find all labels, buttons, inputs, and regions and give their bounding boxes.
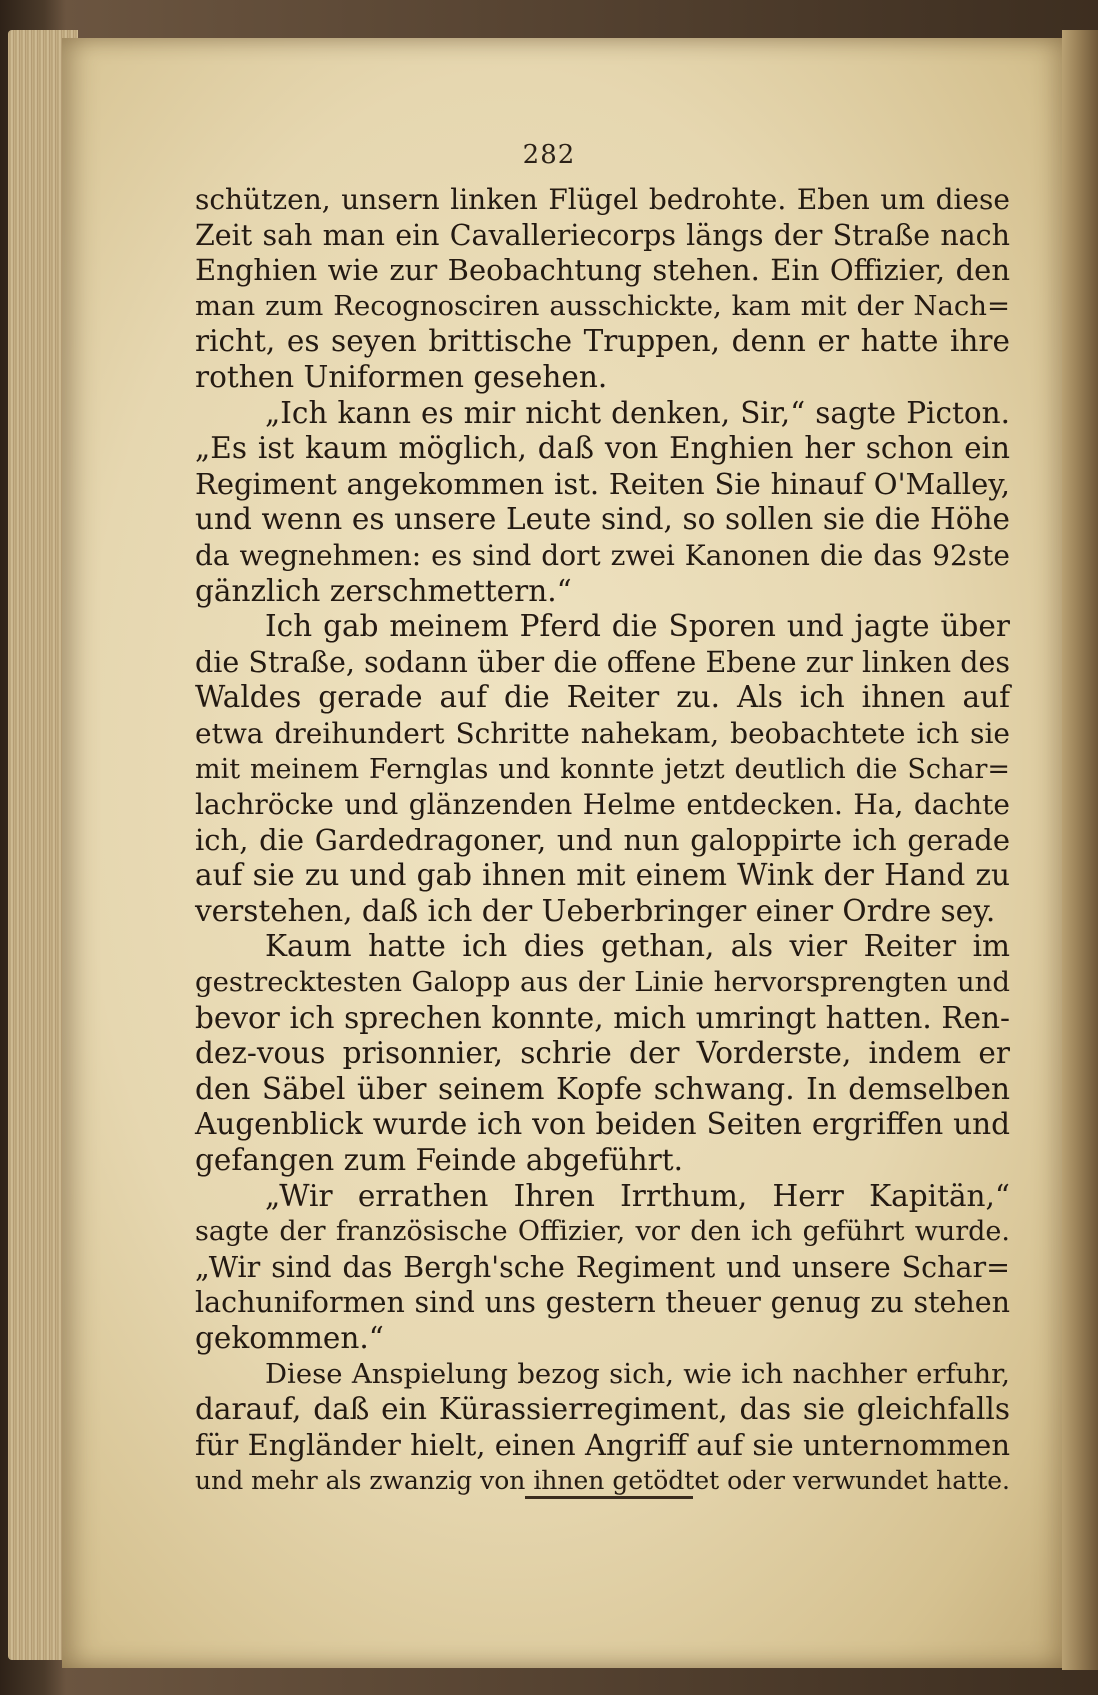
text-line: Enghien wie zur Beobachtung stehen. Ein Offizier, den xyxy=(195,253,1010,288)
text-line: da wegnehmen: es sind dort zwei Kanonen die das 92ste xyxy=(195,538,1010,572)
text-line: gänzlich zerschmettern.“ xyxy=(195,573,572,608)
body-text xyxy=(195,182,1010,1499)
text-line: und wenn es unsere Leute sind, so sollen sie die Höhe xyxy=(195,502,1010,537)
page-number: 282 xyxy=(522,140,576,170)
text-line: lachröcke und glänzenden Helme entdecken. Ha, dachte xyxy=(195,788,1010,822)
text-line: ich, die Gardedragoner, und nun galoppirte ich gerade xyxy=(195,822,1010,857)
text-line: mit meinem Fernglas und konnte jetzt deutlich die Schar= xyxy=(195,753,1010,785)
text-line: auf sie zu und gab ihnen mit einem Wink der Hand zu xyxy=(195,858,1010,893)
text-line: „Ich kann es mir nicht denken, Sir,“ sagte Picton. xyxy=(265,395,1010,430)
text-line: Kaum hatte ich dies gethan, als vier Reiter im xyxy=(265,929,1010,964)
text-line: darauf, daß ein Kürassierregiment, das sie gleichfalls xyxy=(195,1392,1010,1427)
text-line: gefangen zum Feinde abgeführt. xyxy=(195,1143,683,1178)
text-line: für Engländer hielt, einen Angriff auf sie unternommen xyxy=(195,1427,1010,1462)
text-line: „Wir sind das Bergh'sche Regiment und unsere Schar= xyxy=(195,1250,1010,1284)
text-line: etwa dreihundert Schritte nahekam, beobachtete ich sie xyxy=(195,716,1010,750)
text-line: lachuniformen sind uns gestern theuer genug zu stehen xyxy=(195,1286,1010,1320)
text-line: Diese Anspielung bezog sich, wie ich nachher erfuhr, xyxy=(265,1357,1010,1390)
text-line: man zum Recognosciren ausschickte, kam mit der Nach= xyxy=(195,289,1010,322)
text-line: sagte der französische Offizier, vor den ich geführt wurde. xyxy=(195,1216,1010,1248)
text-line: verstehen, daß ich der Ueberbringer einer Ordre sey. xyxy=(195,893,996,928)
text-line: rothen Uniformen gesehen. xyxy=(195,359,608,394)
text-line: Zeit sah man ein Cavalleriecorps längs der Straße nach xyxy=(195,218,1010,252)
text-line: gekommen.“ xyxy=(195,1321,384,1355)
text-line: dez-vous prisonnier, schrie der Vorderste, indem er xyxy=(195,1036,1010,1071)
text-line: und mehr als zwanzig von ihnen getödtet oder verwundet hatte. xyxy=(195,1466,1010,1496)
text-line: Augenblick wurde ich von beiden Seiten ergriffen und xyxy=(195,1107,1010,1142)
text-line: Regiment angekommen ist. Reiten Sie hinauf O'Malley, xyxy=(195,466,1010,501)
text-line: Ich gab meinem Pferd die Sporen und jagte über xyxy=(265,609,1010,644)
text-line: „Es ist kaum möglich, daß von Enghien her schon ein xyxy=(195,431,1010,466)
text-line: schützen, unsern linken Flügel bedrohte. Eben um diese xyxy=(195,183,1010,216)
end-rule xyxy=(525,1496,693,1499)
text-line: richt, es seyen brittische Truppen, denn er hatte ihre xyxy=(195,324,1010,359)
text-line: die Straße, sodann über die offene Ebene zur linken des xyxy=(195,645,1010,679)
text-line: den Säbel über seinem Kopfe schwang. In demselben xyxy=(195,1071,1010,1106)
text-line: „Wir errathen Ihren Irrthum, Herr Kapitän,“ xyxy=(265,1178,1010,1213)
text-line: Waldes gerade auf die Reiter zu. Als ich ihnen auf xyxy=(195,680,1010,715)
text-line: gestrecktesten Galopp aus der Linie hervorsprengten und xyxy=(195,966,1010,999)
book-gutter xyxy=(1062,30,1098,1670)
text-line: bevor ich sprechen konnte, mich umringt hatten. Ren- xyxy=(195,1000,1010,1035)
